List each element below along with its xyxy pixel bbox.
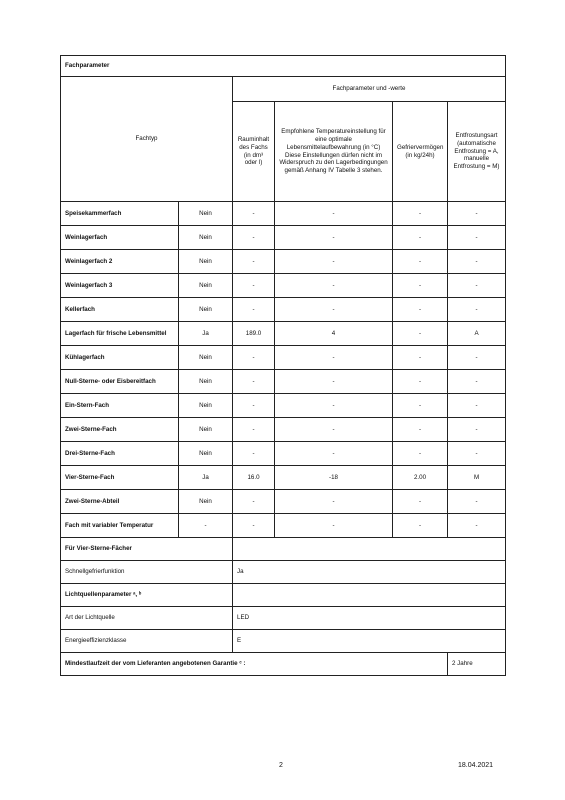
energy-class-value: E (233, 630, 506, 653)
table-row (61, 250, 506, 274)
row-temp: - (275, 226, 393, 250)
row-freeze: - (393, 442, 448, 466)
row-defrost: M (448, 466, 506, 490)
row-freeze: - (393, 370, 448, 394)
four-star-title: Für Vier-Sterne-Fächer (61, 538, 233, 561)
light-type-label: Art der Lichtquelle (61, 607, 233, 630)
table-row (61, 514, 506, 538)
row-temp: - (275, 394, 393, 418)
row-present: Nein (179, 298, 233, 322)
row-defrost: - (448, 250, 506, 274)
table-row (61, 202, 506, 226)
section-title: Fachparameter (61, 56, 506, 77)
table-row (61, 490, 506, 514)
warranty-label: Mindestlaufzeit der vom Lieferanten angebotenen Garantie ᶜ : (61, 653, 448, 676)
row-volume: - (233, 394, 275, 418)
row-name: Weinlagerfach 2 (61, 250, 179, 274)
row-name: Kellerfach (61, 298, 179, 322)
row-present: Ja (179, 322, 233, 346)
row-name: Drei-Sterne-Fach (61, 442, 179, 466)
row-present: Nein (179, 202, 233, 226)
freeze-func-label: Schnellgefrierfunktion (61, 561, 233, 584)
row-name: Vier-Sterne-Fach (61, 466, 179, 490)
table-row (61, 274, 506, 298)
col-freeze-header: Gefriervermögen (in kg/24h) (393, 102, 448, 202)
row-temp: 4 (275, 322, 393, 346)
row-present: - (179, 514, 233, 538)
row-freeze: 2.00 (393, 466, 448, 490)
row-defrost: - (448, 202, 506, 226)
row-temp: - (275, 370, 393, 394)
row-present: Nein (179, 250, 233, 274)
table-row (61, 466, 506, 490)
row-present: Nein (179, 274, 233, 298)
row-present: Nein (179, 346, 233, 370)
fachparameter-header: Fachparameter und -werte (233, 77, 506, 102)
row-present: Nein (179, 418, 233, 442)
table-row (61, 298, 506, 322)
row-name: Zwei-Sterne-Abteil (61, 490, 179, 514)
row-temp: - (275, 442, 393, 466)
row-volume: - (233, 346, 275, 370)
row-volume: - (233, 226, 275, 250)
table-row (61, 322, 506, 346)
row-volume: 16.0 (233, 466, 275, 490)
row-defrost: - (448, 442, 506, 466)
row-present: Nein (179, 394, 233, 418)
row-temp: - (275, 250, 393, 274)
table-row (61, 418, 506, 442)
row-freeze: - (393, 250, 448, 274)
row-freeze: - (393, 202, 448, 226)
row-name: Speisekammerfach (61, 202, 179, 226)
row-name: Ein-Stern-Fach (61, 394, 179, 418)
row-temp: - (275, 274, 393, 298)
table-row (61, 394, 506, 418)
fach-type-header: Fachtyp (61, 77, 233, 202)
row-present: Nein (179, 226, 233, 250)
row-present: Nein (179, 370, 233, 394)
row-volume: - (233, 274, 275, 298)
row-defrost: - (448, 418, 506, 442)
col-defrost-header: Entfrostungsart (automatische Entfrostung = A, manuelle Entfrostung = M) (448, 102, 506, 202)
row-defrost: - (448, 514, 506, 538)
table-row (61, 442, 506, 466)
row-name: Zwei-Sterne-Fach (61, 418, 179, 442)
row-defrost: - (448, 298, 506, 322)
parameter-table (60, 55, 506, 676)
row-volume: - (233, 490, 275, 514)
row-temp: - (275, 202, 393, 226)
row-name: Fach mit variabler Temperatur (61, 514, 179, 538)
energy-class-label: Energieeffizienzklasse (61, 630, 233, 653)
row-temp: - (275, 298, 393, 322)
row-freeze: - (393, 346, 448, 370)
row-volume: - (233, 442, 275, 466)
row-name: Null-Sterne- oder Eisbereitfach (61, 370, 179, 394)
warranty-value: 2 Jahre (448, 653, 506, 676)
row-name: Weinlagerfach 3 (61, 274, 179, 298)
freeze-func-value: Ja (233, 561, 506, 584)
row-freeze: - (393, 322, 448, 346)
row-temp: - (275, 346, 393, 370)
row-temp: - (275, 490, 393, 514)
row-freeze: - (393, 274, 448, 298)
row-defrost: - (448, 226, 506, 250)
table-row (61, 226, 506, 250)
row-defrost: - (448, 346, 506, 370)
col-volume-header: Rauminhalt des Fachs (in dm³ oder l) (233, 102, 275, 202)
row-volume: - (233, 370, 275, 394)
row-name: Kühlagerfach (61, 346, 179, 370)
light-type-value: LED (233, 607, 506, 630)
row-freeze: - (393, 490, 448, 514)
light-title: Lichtquellenparameter ᵃ, ᵇ (61, 584, 233, 607)
row-volume: - (233, 418, 275, 442)
row-volume: 189.0 (233, 322, 275, 346)
row-present: Nein (179, 490, 233, 514)
row-temp: -18 (275, 466, 393, 490)
row-present: Nein (179, 442, 233, 466)
row-freeze: - (393, 418, 448, 442)
row-present: Ja (179, 466, 233, 490)
row-freeze: - (393, 226, 448, 250)
row-volume: - (233, 514, 275, 538)
row-freeze: - (393, 394, 448, 418)
footer-date: 18.04.2021 (458, 762, 494, 769)
table-row (61, 370, 506, 394)
row-name: Weinlagerfach (61, 226, 179, 250)
table-row (61, 346, 506, 370)
row-volume: - (233, 202, 275, 226)
row-defrost: - (448, 394, 506, 418)
row-volume: - (233, 298, 275, 322)
row-defrost: A (448, 322, 506, 346)
row-defrost: - (448, 274, 506, 298)
row-defrost: - (448, 370, 506, 394)
col-temp-header: Empfohlene Temperatureinstellung für eine optimale Lebensmittelaufbewahrung (in °C) Diese Einstellungen dürfen nicht im Widerspruch zu den Lagerbedingungen gemäß Anhang IV Tabelle 3 stehen. (275, 102, 393, 202)
light-title-empty (233, 584, 506, 607)
row-temp: - (275, 418, 393, 442)
four-star-empty (233, 538, 506, 561)
row-volume: - (233, 250, 275, 274)
page-number: 2 (279, 762, 283, 769)
row-name: Lagerfach für frische Lebensmittel (61, 322, 179, 346)
row-temp: - (275, 514, 393, 538)
row-freeze: - (393, 298, 448, 322)
row-defrost: - (448, 490, 506, 514)
row-freeze: - (393, 514, 448, 538)
